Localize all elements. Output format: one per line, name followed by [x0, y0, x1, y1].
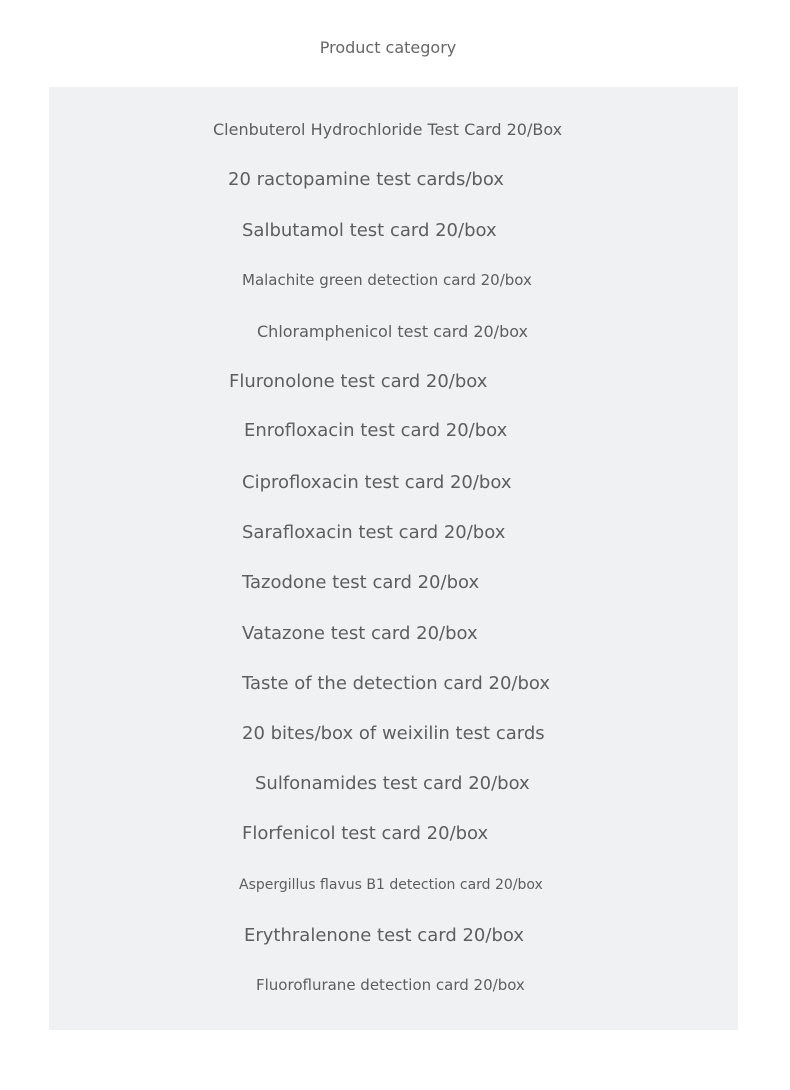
category-link[interactable]: Sulfonamides test card 20/box: [255, 773, 530, 794]
category-link[interactable]: Ciprofloxacin test card 20/box: [242, 472, 512, 493]
category-link[interactable]: Chloramphenicol test card 20/box: [257, 322, 528, 341]
category-link[interactable]: Florfenicol test card 20/box: [242, 823, 489, 844]
category-link[interactable]: Malachite green detection card 20/box: [242, 271, 532, 289]
category-link[interactable]: Fluronolone test card 20/box: [229, 371, 488, 392]
category-link[interactable]: Enrofloxacin test card 20/box: [244, 420, 508, 441]
page-title: Product category: [319, 38, 457, 57]
category-link[interactable]: Tazodone test card 20/box: [242, 572, 480, 593]
category-link[interactable]: Salbutamol test card 20/box: [242, 220, 497, 241]
category-link[interactable]: Erythralenone test card 20/box: [244, 925, 524, 946]
category-link[interactable]: Taste of the detection card 20/box: [242, 673, 551, 694]
category-link[interactable]: Vatazone test card 20/box: [242, 623, 478, 644]
category-list: [49, 87, 738, 1030]
category-link[interactable]: Aspergillus flavus B1 detection card 20/box: [239, 877, 543, 893]
category-link[interactable]: Clenbuterol Hydrochloride Test Card 20/Box: [213, 120, 563, 139]
category-link[interactable]: 20 bites/box of weixilin test cards: [242, 723, 545, 744]
category-link[interactable]: Sarafloxacin test card 20/box: [242, 522, 506, 543]
category-link[interactable]: 20 ractopamine test cards/box: [228, 169, 504, 190]
category-link[interactable]: Fluoroflurane detection card 20/box: [256, 976, 525, 994]
